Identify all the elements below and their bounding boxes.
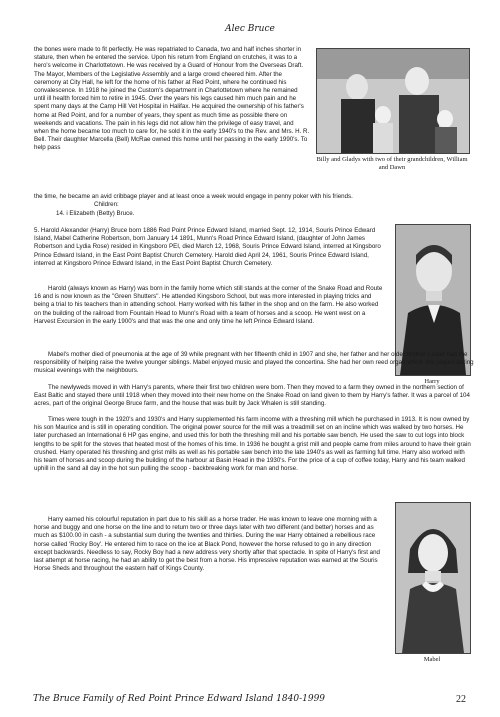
page-header: Alec Bruce xyxy=(225,24,275,34)
photo-mabel-image xyxy=(396,503,470,653)
paragraph-mabel-family-text: Mabel's mother died of pneumonia at the age of 39 while pregnant with her fifteenth child in 1907 and she, her father and her older brother Lester had the responsibility of helping raise the twelve younger siblings. Mabel enjoyed music and played the concertina. She had her own reed organ which she played during musical evenings with the neighbours. xyxy=(34,351,474,375)
paragraph-newlyweds xyxy=(34,384,474,409)
paragraph-harold-intro: 5. Harold Alexander (Harry) Bruce born 1886 Red Point Prince Edward Island, married Sept. 12, 1914, Souris Prince Edward Island, Mabel Catherine Robertson, born January 14 1891, Munn's Road Prince Edward Island, (daughter of John James Robertson and Lydia Rose) resided in Kingsboro PEI, died March 12, 1968, Souris Prince Edward Island, interred at Kingsboro Prince Edward Island, in the East Point Baptist Church Cemetery. Harold died April 24, 1961, Souris Prince Edward Island, interred at Kingsboro Prince Edward Island, in the East Point Baptist Church Cemetery. xyxy=(34,227,381,267)
photo-harry-caption: Harry xyxy=(424,378,440,385)
paragraph-return-home: the bones were made to fit perfectly. He was repatriated to Canada, two and half inches shorter in stature, then when he entered the service. Upon his return from England on crutches, it was to a hero's welcome in Charlottetown. He was received by a Guard of Honour from the Overseas Draft. The Mayor, Members of the Legislative Assembly and a large crowd cheered him. After the ceremony at City Hall, he left for the home of his father at Red Point, where he continued his convalescence. In 1918 he joined the Custom's department in Charlottetown where he remained until ill health forced him to retire in 1945. Over the years his legs caused him much pain and he spent many days at the Camp Hill Vet Hospital in Halifax. He acquired the ownership of his father's home at Red Point, and for a number of years, they spent as much time as possible there on weekends and vacations. The pain in his legs did not allow him the privilege of easy travel, and when the home became too much to care for, he sold it in the early 1940's to the Rev. and Mrs. H. R. Bell. Their daughter Marcella (Bell) McRae owned this home until her passing in the early 1990's. To help pass xyxy=(34,46,310,152)
paragraph-horse-trader xyxy=(34,516,384,573)
photo-mabel xyxy=(395,502,471,654)
photo-billy-gladys xyxy=(316,48,470,154)
child-entry: 14. i Elizabeth (Betty) Bruce. xyxy=(56,210,135,217)
paragraph-horse-trader-text: Harry earned his colourful reputation in part due to his skill as a horse trader. He was known to leave one morning with a horse and buggy and one horse on the line and to return two or three days later with two different (and better) horses and as much as $100.00 in cash - a substantial sum during the twenties and thirties. During the war Harry obtained a rebellious race horse called 'Rocky Boy'. He entered him to race on the ice at Black Pond, however the horse refused to go in any direction except backwards. Needless to say, Rocky Boy had a new address very shortly after that spectacle. In spite of Harry's first and last attempt at horse racing, he had an ability to get the best from a horse. His impressive reputation was earned at the Souris Horse Sheds and throughout the eastern half of Kings County. xyxy=(34,516,381,573)
photo-billy-gladys-image xyxy=(317,49,469,153)
page-footer: The Bruce Family of Red Point Prince Edward Island 1840-1999 xyxy=(33,694,326,704)
photo-billy-gladys-caption: Billy and Gladys with two of their grandchildren, William and Dawn xyxy=(316,156,468,171)
photo-mabel-caption: Mabel xyxy=(423,656,441,663)
children-label: Children: xyxy=(94,201,119,208)
paragraph-harry-early-text: Harold (always known as Harry) was born in the family home which still stands at the corner of the Snake Road and Route 16 and is now known as the "Green Shutters". He attended Kingsboro School, but was more interested in playing tricks and being a trial to his teachers than in attending school. Harry worked with his father in the shop and on the farm. He also worked on the building of the railroad from Fountain Head to Munn's Road with a team of horses and a scoop. He went west on a Harvest Excursion in the early 1900's and that was the one and only time he left Prince Edward Island. xyxy=(34,285,383,325)
paragraph-harry-early xyxy=(34,285,384,326)
paragraph-threshing-mill-text: Times were tough in the 1920's and 1930's and Harry supplemented his farm income with a threshing mill which he purchased in 1913. It is now owned by his son Maurice and is still in operating condition. The original power source for the mill was a treadmill set on an incline which was walked by two horses. He later purchased an International 6 HP gas engine, and used this for both the threshing mill and his portable saw bench. He used the saw to cut logs into block lengths to be split for the stoves that heated most of the homes of his time. In 1936 he bought a grist mill and people came from miles around to have their grain crushed. Harry operated his threshing and grist mills as well as his portable saw bench into the late 1940's as well as farming full time. Harry also worked with his team of horses and scoop during the building of the harbour at Basin Head in the 1930's. For the price of a cup of coffee today, Harry and his team walked uphill in the sand all day in the hot sun pulling the scoop - backbreaking work for man and horse. xyxy=(34,416,471,473)
paragraph-threshing-mill xyxy=(34,416,474,473)
paragraph-newlyweds-text: The newlyweds moved in with Harry's parents, where their first two children were born. Then they moved to a farm they owned in the northern section of East Baltic and stayed there until 1918 when they moved into their new home on the Snake Road on land given to them by Harry's father. It was a parcel of 104 acres, part of the original George Bruce farm, and the house that was built by Jack Whalen is still standing. xyxy=(34,384,470,408)
paragraph-mabel-family xyxy=(34,351,474,376)
paragraph-cribbage: the time, he became an avid cribbage player and at least once a week would engage in penny poker with his friends. xyxy=(34,193,353,200)
page-number: 22 xyxy=(456,694,466,705)
